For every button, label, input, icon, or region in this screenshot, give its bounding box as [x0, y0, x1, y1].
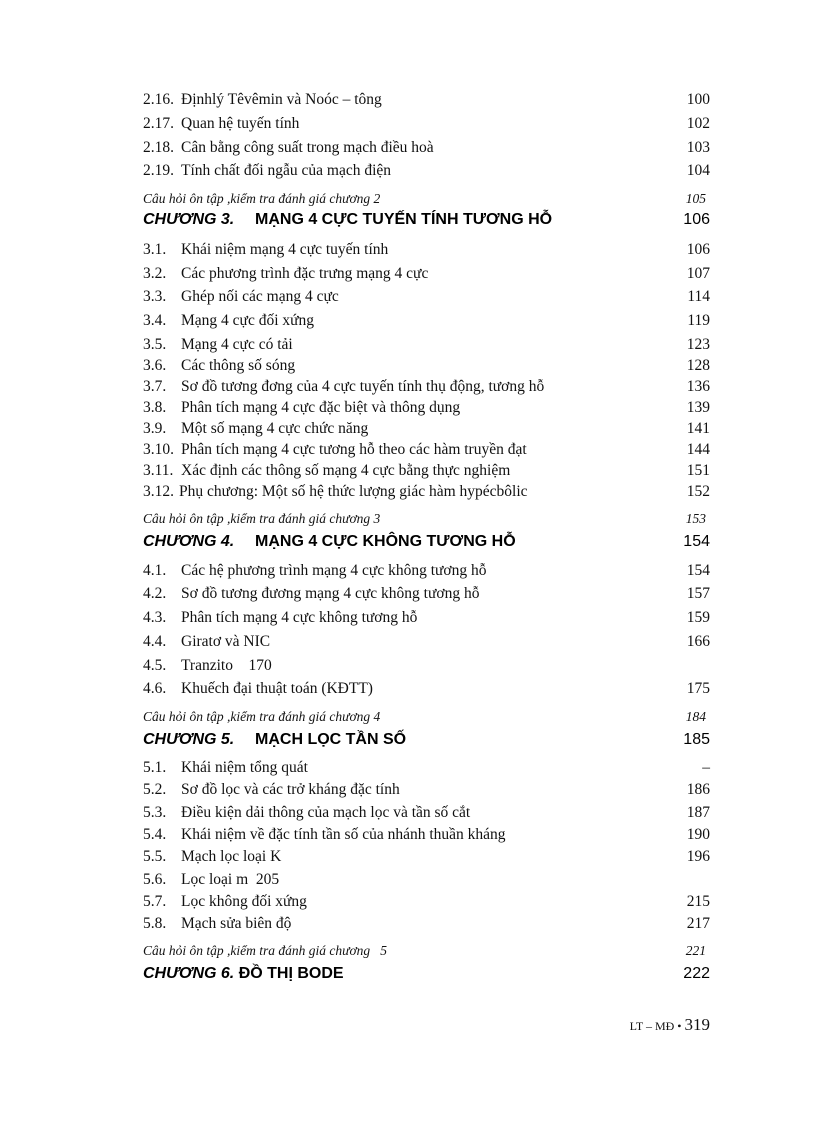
toc-entry[interactable] [143, 779, 712, 801]
chapter-label: CHƯƠNG 3. [143, 211, 235, 228]
toc-entry[interactable] [143, 397, 712, 419]
entry-page: 190 [686, 826, 710, 843]
entry-page: 141 [686, 420, 710, 437]
entry-page: 139 [686, 399, 710, 416]
toc-entry[interactable] [143, 481, 712, 503]
entry-title: Sơ đồ lọc và các trở kháng đặc tính [181, 781, 400, 798]
entry-title: Tranzito 170 [181, 657, 272, 674]
review-entry[interactable] [143, 188, 712, 210]
entry-page: 107 [686, 265, 710, 282]
toc-entry[interactable] [143, 846, 712, 868]
review-entry[interactable] [143, 940, 712, 962]
review-title: Câu hỏi ôn tập ,kiểm tra đánh giá chương 5 [143, 943, 388, 958]
entry-title: Tính chất đối ngẫu của mạch điện [181, 162, 392, 179]
toc-entry[interactable] [143, 824, 712, 846]
entry-title: Điều kiện dải thông của mạch lọc và tần số cắt [181, 804, 471, 821]
page-number: 319 [684, 1015, 710, 1034]
entry-number: 2.17. [143, 115, 174, 132]
entry-number: 4.6. [143, 680, 167, 697]
review-page: 153 [685, 511, 706, 526]
entry-page: 114 [687, 288, 710, 305]
entry-number: 3.8. [143, 399, 167, 416]
review-title: Câu hỏi ôn tập ,kiểm tra đánh giá chương 3 [143, 511, 381, 526]
toc-entry[interactable] [143, 678, 712, 700]
toc-entry[interactable] [143, 376, 712, 398]
entry-page: 100 [686, 91, 710, 108]
entry-title: Các hệ phương trình mạng 4 cực không tương hỗ [181, 562, 487, 579]
chapter-heading[interactable] [143, 729, 712, 751]
review-entry[interactable] [143, 706, 712, 728]
toc-entry[interactable] [143, 239, 712, 261]
entry-page: – [702, 759, 710, 776]
toc-entry[interactable] [143, 355, 712, 377]
entry-page: 196 [686, 848, 710, 865]
toc-entry[interactable] [143, 757, 712, 779]
entry-number: 3.7. [143, 378, 167, 395]
entry-page: 186 [686, 781, 710, 798]
chapter-heading[interactable] [143, 531, 712, 553]
entry-title: Quan hệ tuyến tính [181, 115, 300, 132]
entry-number: 4.4. [143, 633, 167, 650]
chapter-title: MẠNG 4 CỰC TUYẾN TÍNH TƯƠNG HỖ [255, 211, 553, 228]
review-page: 105 [685, 191, 706, 206]
entry-number: 3.4. [143, 312, 167, 329]
entry-page: 152 [686, 483, 710, 500]
entry-page: 215 [686, 893, 710, 910]
entry-title: Mạng 4 cực có tải [181, 336, 293, 353]
toc-entry[interactable] [143, 655, 712, 677]
entry-page: 128 [686, 357, 710, 374]
entry-title: Ghép nối các mạng 4 cực [181, 288, 339, 305]
toc-entry[interactable] [143, 913, 712, 935]
chapter-label: CHƯƠNG 5. [143, 731, 235, 748]
entry-title: Khái niệm mạng 4 cực tuyến tính [181, 241, 389, 258]
entry-number: 5.4. [143, 826, 167, 843]
entry-title: Lọc không đối xứng [181, 893, 307, 910]
entry-page: 166 [686, 633, 710, 650]
entry-number: 5.5. [143, 848, 167, 865]
entry-title: Phân tích mạng 4 cực không tương hỗ [181, 609, 418, 626]
entry-page: 157 [686, 585, 710, 602]
entry-number: 3.11. [143, 462, 174, 479]
toc-entry[interactable] [143, 310, 712, 332]
entry-page: 102 [686, 115, 710, 132]
entry-number: 3.1. [143, 241, 167, 258]
entry-number: 5.1. [143, 759, 167, 776]
entry-number: 4.1. [143, 562, 167, 579]
entry-number: 4.2. [143, 585, 167, 602]
entry-number: 3.2. [143, 265, 167, 282]
chapter-title: MẠCH LỌC TẦN SỐ [255, 731, 407, 748]
entry-title: Các thông số sóng [181, 357, 296, 374]
entry-title: Phân tích mạng 4 cực đặc biệt và thông dụng [181, 399, 461, 416]
chapter-heading[interactable] [143, 963, 712, 985]
entry-page: 175 [686, 680, 710, 697]
chapter-title: ĐỒ THỊ BODE [238, 965, 344, 982]
toc-entry[interactable] [143, 439, 712, 461]
entry-title: Mạch sửa biên độ [181, 915, 292, 932]
entry-title: Sơ đồ tương đương mạng 4 cực không tương hỗ [181, 585, 480, 602]
review-title: Câu hỏi ôn tập ,kiểm tra đánh giá chương 4 [143, 709, 381, 724]
entry-page: 123 [686, 336, 710, 353]
entry-number: 3.12. [143, 483, 174, 500]
chapter-page: 222 [683, 965, 710, 982]
chapter-label: CHƯƠNG 4. [143, 533, 235, 550]
entry-number: 4.5. [143, 657, 167, 674]
entry-page: 144 [686, 441, 710, 458]
page-footer [630, 1015, 710, 1035]
entry-number: 5.6. [143, 871, 167, 888]
toc-entry[interactable] [143, 160, 712, 182]
entry-title: Sơ đồ tương đơng của 4 cực tuyến tính thụ động, tương hỗ [181, 378, 545, 395]
entry-page: 104 [686, 162, 710, 179]
toc-entry[interactable] [143, 583, 712, 605]
toc-entry[interactable] [143, 334, 712, 356]
entry-number: 3.6. [143, 357, 167, 374]
entry-title: Khái niệm về đặc tính tần số của nhánh thuần kháng [181, 826, 506, 843]
entry-page: 136 [686, 378, 710, 395]
entry-page: 151 [686, 462, 710, 479]
chapter-label: CHƯƠNG 6. [143, 965, 235, 982]
toc-entry[interactable] [143, 89, 712, 111]
entry-number: 3.3. [143, 288, 167, 305]
chapter-page: 106 [683, 211, 710, 228]
toc-entry[interactable] [143, 869, 712, 891]
toc-entry[interactable] [143, 802, 712, 824]
toc-entry[interactable] [143, 607, 712, 629]
entry-number: 5.2. [143, 781, 167, 798]
entry-title: Mạng 4 cực đối xứng [181, 312, 315, 329]
chapter-page: 185 [683, 731, 710, 748]
toc-entry[interactable] [143, 418, 712, 440]
entry-number: 5.7. [143, 893, 167, 910]
review-entry[interactable] [143, 508, 712, 530]
entry-number: 3.5. [143, 336, 167, 353]
entry-title: Phân tích mạng 4 cực tương hỗ theo các hàm truyền đạt [181, 441, 527, 458]
toc-entry[interactable] [143, 113, 712, 135]
toc-entry[interactable] [143, 460, 712, 482]
entry-title: Phụ chương: Một số hệ thức lượng giác hàm hypécbôlic [179, 483, 528, 500]
review-page: 184 [685, 709, 706, 724]
entry-title: Khái niệm tổng quát [181, 759, 308, 776]
entry-page: 106 [686, 241, 710, 258]
entry-title: Giratơ và NIC [181, 633, 271, 650]
toc-entry[interactable] [143, 286, 712, 308]
review-page: 221 [685, 943, 706, 958]
entry-title: Xác định các thông số mạng 4 cực bằng thực nghiệm [181, 462, 511, 479]
entry-page: 154 [686, 562, 710, 579]
entry-title: Địnhlý Têvêmin và Noóc – tông [181, 91, 382, 108]
entry-title: Mạch lọc loại K [181, 848, 282, 865]
footer-bullet: • [677, 1019, 682, 1033]
entry-number: 5.3. [143, 804, 167, 821]
entry-title: Cân bằng công suất trong mạch điều hoà [181, 139, 434, 156]
toc-entry[interactable] [143, 560, 712, 582]
entry-number: 3.10. [143, 441, 174, 458]
entry-page: 103 [686, 139, 710, 156]
entry-page: 187 [686, 804, 710, 821]
toc-entry[interactable] [143, 263, 712, 285]
entry-number: 5.8. [143, 915, 167, 932]
entry-title: Lọc loại m 205 [181, 871, 280, 888]
entry-title: Một số mạng 4 cực chức năng [181, 420, 369, 437]
chapter-title: MẠNG 4 CỰC KHÔNG TƯƠNG HỖ [255, 533, 516, 550]
footer-label: LT – MĐ [629, 1019, 675, 1033]
entry-page: 217 [686, 915, 710, 932]
chapter-page: 154 [683, 533, 710, 550]
toc-entry[interactable] [143, 631, 712, 653]
chapter-heading[interactable] [143, 209, 712, 231]
entry-number: 3.9. [143, 420, 167, 437]
entry-number: 2.19. [143, 162, 174, 179]
entry-title: Khuếch đại thuật toán (KĐTT) [181, 680, 373, 697]
entry-number: 2.16. [143, 91, 174, 108]
toc-entry[interactable] [143, 137, 712, 159]
entry-page: 119 [687, 312, 710, 329]
entry-number: 2.18. [143, 139, 174, 156]
entry-title: Các phương trình đặc trưng mạng 4 cực [181, 265, 429, 282]
review-title: Câu hỏi ôn tập ,kiểm tra đánh giá chương 2 [143, 191, 381, 206]
toc-entry[interactable] [143, 891, 712, 913]
entry-number: 4.3. [143, 609, 167, 626]
entry-page: 159 [686, 609, 710, 626]
